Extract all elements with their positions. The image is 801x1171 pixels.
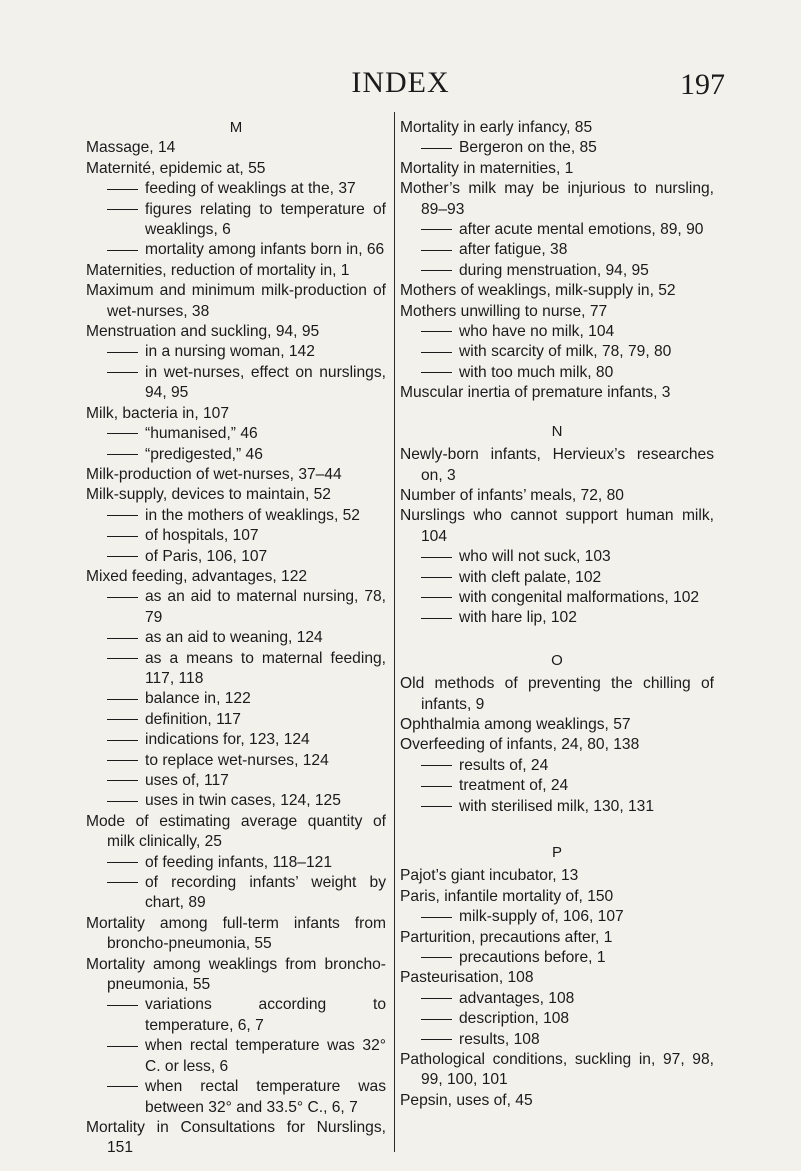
entry-text: mortality among infants born in, 66 [145,241,385,259]
index-subentry [86,689,386,709]
entry-text: Pathological conditions, suckling in, 97, 98, 99, 100, 101 [400,1051,714,1089]
index-entry [400,866,714,886]
entry-text: Maternité, epidemic at, 55 [86,159,266,177]
index-entry [86,261,386,281]
entry-text: Maternities, reduction of mortality in, 1 [86,261,350,279]
index-entry [400,1091,714,1111]
index-entry [86,914,386,955]
ditto-dash [421,1019,452,1020]
index-entry [400,506,714,547]
index-subentry [86,363,386,404]
entry-text: feeding of weaklings at the, 37 [145,180,356,198]
index-subentry [400,948,714,968]
index-subentry [86,1077,386,1118]
index-entry [400,715,714,735]
entry-text: uses of, 117 [145,772,229,789]
entry-text: with hare lip, 102 [459,609,577,627]
index-subentry [86,751,386,771]
section-letter: N [551,422,563,440]
entry-text: Mother’s milk may be injurious to nursling, 89–93 [400,180,714,218]
entry-text: results, 108 [459,1030,540,1048]
ditto-dash [421,998,452,999]
entry-text: Mortality among full-term infants from broncho-pneumonia, 55 [86,914,386,953]
ditto-dash [107,638,138,639]
index-subentry [400,907,714,927]
entry-text: as an aid to maternal nursing, 78, 79 [145,588,386,626]
index-entry [400,445,714,486]
entry-text: when rectal temperature was between 32° and 33.5° C., 6, 7 [145,1078,386,1116]
entry-text: Milk, bacteria in, 107 [86,404,230,422]
left-column [86,118,386,1159]
right-column [400,118,714,1111]
index-subentry [86,587,386,628]
index-subentry [86,873,386,914]
index-subentry [86,791,386,811]
ditto-dash [421,270,452,271]
entry-text: Menstruation and suckling, 94, 95 [86,323,320,341]
entry-text: Bergeron on the, 85 [459,139,597,157]
ditto-dash [421,331,452,332]
entry-text: Paris, infantile mortality of, 150 [400,887,614,905]
entry-text: with scarcity of milk, 78, 79, 80 [459,343,672,361]
section-gap [400,817,714,843]
entry-text: Nurslings who cannot support human milk, 104 [400,507,714,545]
entry-text: “humanised,” 46 [145,425,258,443]
index-entry [86,1118,386,1159]
entry-text: Mortality in Consultations for Nurslings, 151 [86,1118,386,1157]
ditto-dash [107,250,138,251]
index-entry [86,138,386,158]
entry-text: after fatigue, 38 [459,241,568,259]
entry-text: Mode of estimating average quantity of milk clinically, 25 [86,812,386,851]
entry-text: Parturition, precautions after, 1 [400,928,613,946]
column-divider [394,112,395,1152]
ditto-dash [107,719,138,720]
index-entry [86,159,386,179]
index-entry [400,674,714,715]
ditto-dash [421,229,452,230]
ditto-dash [421,917,452,918]
index-subentry [86,649,386,690]
entry-text: Pepsin, uses of, 45 [400,1091,533,1109]
index-entry [400,1050,714,1091]
ditto-dash [107,658,138,659]
ditto-dash [107,372,138,373]
section-letter: M [229,119,243,136]
entry-text: Newly-born infants, Hervieux’s researches on, 3 [400,446,714,484]
ditto-dash [107,882,138,883]
entry-text: Pasteurisation, 108 [400,969,534,987]
ditto-dash [107,1005,138,1006]
entry-text: to replace wet-nurses, 124 [145,751,329,769]
entry-text: Muscular inertia of premature infants, 3 [400,384,671,402]
entry-text: definition, 117 [145,710,241,728]
index-subentry [400,608,714,628]
entry-text: in wet-nurses, effect on nurslings, 94, 95 [145,363,386,402]
section-gap [400,404,714,422]
index-entry [400,159,714,179]
entry-text: Mixed feeding, advantages, 122 [86,567,308,585]
index-subentry [400,240,714,260]
ditto-dash [107,699,138,700]
index-entry [86,465,386,485]
ditto-dash [107,433,138,434]
index-entry [400,281,714,301]
index-subentry [400,342,714,362]
index-subentry [86,342,386,362]
index-subentry [400,138,714,158]
page-number: 197 [680,68,725,101]
entry-text: with congenital malformations, 102 [459,588,700,606]
ditto-dash [107,209,138,210]
ditto-dash [107,536,138,537]
index-subentry [86,730,386,750]
entry-text: of feeding infants, 118–121 [145,853,332,871]
entry-text: as a means to maternal feeding, 117, 118 [145,649,386,687]
entry-text: milk-supply of, 106, 107 [459,908,624,926]
entry-text: Mothers of weaklings, milk-supply in, 52 [400,282,676,300]
entry-text: variations according to temperature, 6, 7 [145,996,386,1034]
entry-text: in a nursing woman, 142 [145,343,315,361]
entry-text: Mortality in early infancy, 85 [400,119,593,136]
entry-text: who will not suck, 103 [459,548,611,566]
entry-text: indications for, 123, 124 [145,731,310,749]
ditto-dash [421,1039,452,1040]
entry-text: during menstruation, 94, 95 [459,261,649,279]
ditto-dash [107,1086,138,1087]
ditto-dash [107,862,138,863]
index-subentry [400,220,714,240]
ditto-dash [421,577,452,578]
entry-text: Ophthalmia among weaklings, 57 [400,715,631,733]
ditto-dash [421,765,452,766]
index-subentry [86,628,386,648]
entry-text: figures relating to temperature of weaklings, 6 [145,200,386,239]
ditto-dash [107,556,138,557]
index-subentry [86,506,386,526]
index-subentry [86,995,386,1036]
index-entry [86,404,386,424]
ditto-dash [421,557,452,558]
ditto-dash [421,957,452,958]
index-subentry [400,776,714,796]
ditto-dash [421,597,452,598]
index-entry [86,322,386,342]
index-subentry [400,363,714,383]
entry-text: treatment of, 24 [459,777,569,795]
entry-text: who have no milk, 104 [459,323,615,341]
entry-text: advantages, 108 [459,989,575,1007]
section-gap [400,629,714,651]
page-title: INDEX [351,66,450,99]
page-header [0,66,801,106]
index-subentry [86,710,386,730]
index-subentry [86,1036,386,1077]
entry-text: when rectal temperature was 32° C. or less, 6 [145,1037,386,1075]
section-letter: O [551,651,563,669]
index-subentry [86,853,386,873]
ditto-dash [107,597,138,598]
entry-text: Overfeeding of infants, 24, 80, 138 [400,736,640,754]
index-subentry [400,797,714,817]
entry-text: results of, 24 [459,756,549,774]
ditto-dash [107,515,138,516]
entry-text: of recording infants’ weight by chart, 89 [145,874,386,912]
index-entry [86,281,386,322]
index-subentry [400,322,714,342]
entry-text: of hospitals, 107 [145,527,259,545]
entry-text: Mortality in maternities, 1 [400,159,574,177]
entry-text: Old methods of preventing the chilling of infants, 9 [400,675,714,713]
entry-text: with too much milk, 80 [459,363,614,381]
index-entry [86,567,386,587]
ditto-dash [421,148,452,149]
index-entry [400,735,714,755]
index-subentry [86,179,386,199]
ditto-dash [421,786,452,787]
index-entry [400,118,714,138]
index-subentry [86,526,386,546]
entry-text: balance in, 122 [145,690,251,708]
index-subentry [400,1009,714,1029]
entry-text: Maximum and minimum milk-production of wet-nurses, 38 [86,282,386,320]
entry-text: of Paris, 106, 107 [145,547,268,565]
entry-text: “predigested,” 46 [145,445,263,463]
ditto-dash [107,1046,138,1047]
index-entry [400,302,714,322]
ditto-dash [107,780,138,781]
entry-text: Milk-supply, devices to maintain, 52 [86,486,331,504]
ditto-dash [107,454,138,455]
index-subentry [400,547,714,567]
index-entry [400,486,714,506]
entry-text: Massage, 14 [86,139,176,157]
entry-text: precautions before, 1 [459,949,606,967]
entry-text: Number of infants’ meals, 72, 80 [400,486,624,504]
index-entry [400,887,714,907]
entry-text: as an aid to weaning, 124 [145,629,323,647]
index-entry [86,812,386,853]
ditto-dash [107,352,138,353]
index-subentry [400,989,714,1009]
entry-text: Pajot’s giant incubator, 13 [400,867,579,885]
index-entry [400,179,714,220]
entry-text: Milk-production of wet-nurses, 37–44 [86,465,342,483]
index-subentry [400,756,714,776]
ditto-dash [421,806,452,807]
entry-text: with sterilised milk, 130, 131 [459,797,655,815]
ditto-dash [421,618,452,619]
index-subentry [86,547,386,567]
entry-text: with cleft palate, 102 [459,568,602,586]
entry-text: in the mothers of weaklings, 52 [145,506,360,524]
index-subentry [400,1030,714,1050]
section-letter: P [551,844,562,861]
index-entry [400,928,714,948]
index-subentry [400,588,714,608]
ditto-dash [107,189,138,190]
ditto-dash [421,250,452,251]
index-subentry [86,200,386,241]
index-subentry [400,261,714,281]
left-entries [86,138,386,1158]
index-entry [400,968,714,988]
entry-text: description, 108 [459,1010,570,1028]
ditto-dash [107,740,138,741]
index-subentry [400,568,714,588]
entry-text: uses in twin cases, 124, 125 [145,792,341,810]
ditto-dash [421,372,452,373]
index-subentry [86,424,386,444]
entry-text: Mortality among weaklings from broncho-pneumonia, 55 [86,955,386,994]
index-entry [400,383,714,403]
ditto-dash [107,760,138,761]
index-entry [86,955,386,996]
right-sections [400,118,714,1111]
index-entry [86,485,386,505]
entry-text: after acute mental emotions, 89, 90 [459,221,704,239]
ditto-dash [107,801,138,802]
entry-text: Mothers unwilling to nurse, 77 [400,302,608,320]
index-subentry [86,771,386,791]
index-subentry [86,240,386,260]
index-subentry [86,445,386,465]
ditto-dash [421,352,452,353]
